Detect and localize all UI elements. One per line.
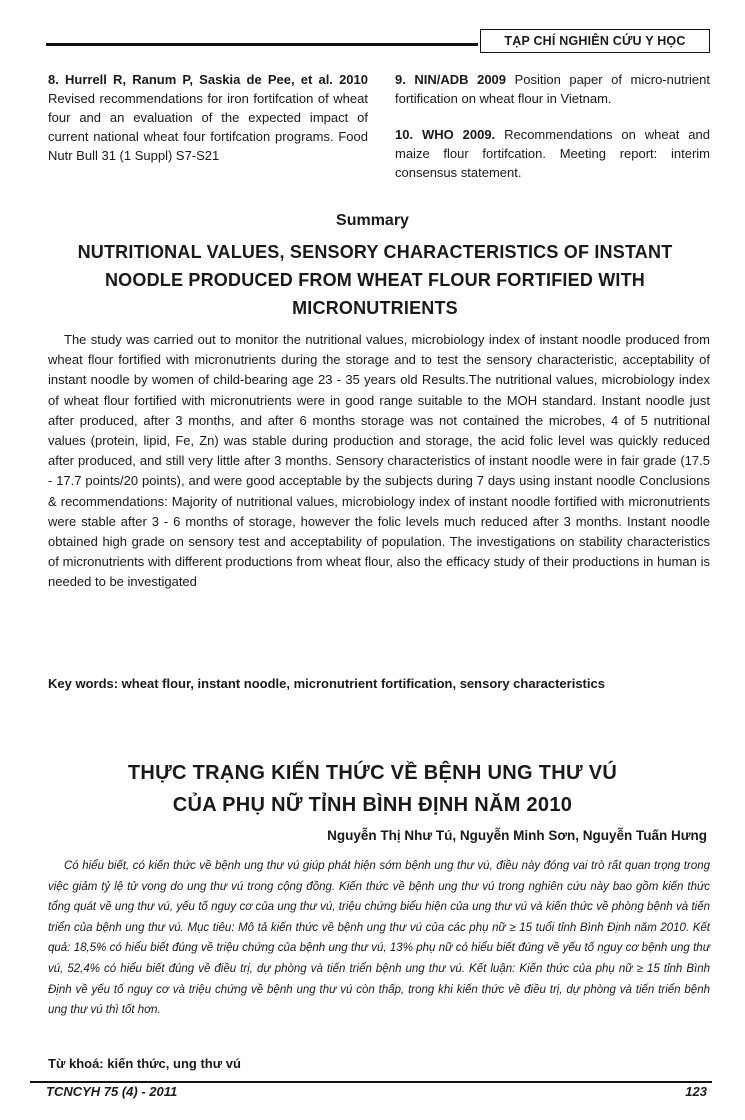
english-keywords: Key words: wheat flour, instant noodle, micronutrient fortification, sensory characteristics xyxy=(48,676,605,691)
header-rule xyxy=(46,43,478,46)
reference-10 xyxy=(395,125,710,182)
vietnamese-abstract: Có hiểu biết, có kiến thức về bệnh ung thư vú giúp phát hiện sớm bệnh ung thư vú, điều này đóng vai trò rất quan trọng trong việc giảm tỷ lệ tử vong do ung thư vú trong cộng đồng. Kiến thức về bệnh ung thư vú trong nghiên cứu này bao gồm kiến thức tổng quát về ung thư vú, yếu tố nguy cơ của ung thư vú, triệu chứng biểu hiện của ung thư vú và kiến thức về phòng bệnh và tiến triển của bệnh ung thư vú. Mục tiêu: Mô tả kiến thức về bệnh ung thư vú của các phụ nữ ≥ 15 tuổi tỉnh Bình Định năm 2010. Kết quả: 18,5% có hiểu biết đúng về triệu chứng của bệnh ung thư vú, 13% phụ nữ có hiểu biết đúng về yếu tố nguy cơ bệnh ung thư vú, 52,4% có hiểu biết đúng về điều trị, dự phòng và tiến triển bệnh ung thư vú. Kết luận: Kiến thức của phụ nữ ≥ 15 tỉnh Bình Định về yếu tố nguy cơ và triệu chứng về bệnh ung thư vú còn thấp, trong khi kiến thức về điều trị, dự phòng và tiến triển bệnh ung thư vú thì tốt hơn. xyxy=(48,860,710,1017)
title-line-2: CỦA PHỤ NỮ TỈNH BÌNH ĐỊNH NĂM 2010 xyxy=(172,794,573,816)
article-authors: Nguyễn Thị Như Tú, Nguyễn Minh Sơn, Nguyễn Tuấn Hưng xyxy=(327,828,707,843)
vietnamese-article-title xyxy=(40,757,705,821)
english-abstract: The study was carried out to monitor the nutritional values, microbiology index of instant noodle produced from wheat flour fortified with micronutrients during the storage and to test the sensory characteristic, acceptability of instant noodle by women of child-bearing age 23 - 35 years old Results.The nutritional values, microbiology index of wheat flour fortified with micronutrients were in good range suitable to the MOH standard. Instant noodle just after produced, after 3 months, and after 6 months storage was not contained the microbes, 4 of 5 nutritional values (protein, lipid, Fe, Zn) was stable during production and storage, the acid folic level was quickly reduced after produced, and still very little after 3 months. Sensory characteristics of instant noodle were in fair grade (17.5 - 17.7 points/20 points), and were good acceptable by the subjects during 7 days using instant noodle Conclusions & recommendations: Majority of nutritional values, microbiology index of instant noodle fortified with micronutrients were stable after 3 - 6 months of storage, however the folic levels much reduced after 3 months. Instant noodle obtained high grade on sensory test and acceptability of population. The investigations on stability characteristics of micronutrients with different productions from wheat flour, also the efficacy study of their productions in human is needed to be investigated xyxy=(48,332,710,590)
reference-text: Revised recommendations for iron fortifcation of wheat four and an evaluation of the expected impact of current national wheat four fortifcation programs. Food Nutr Bull 31 (1 Suppl) S7-S21 xyxy=(48,91,368,163)
summary-heading: Summary xyxy=(336,212,409,229)
title-line-1: THỰC TRẠNG KIẾN THỨC VỀ BỆNH UNG THƯ VÚ xyxy=(127,762,618,784)
reference-text: Position paper of micro-nutrient fortification on wheat flour in Vietnam. xyxy=(395,72,710,106)
journal-name: TẠP CHÍ NGHIÊN CỨU Y HỌC xyxy=(480,29,710,53)
english-article-title: NUTRITIONAL VALUES, SENSORY CHARACTERISTICS OF INSTANT NOODLE PRODUCED FROM WHEAT FLOUR FORTIFIED WITH MICRONUTRIENTS xyxy=(77,242,673,318)
page-number: 123 xyxy=(685,1084,707,1099)
reference-authors: 9. NIN/ADB 2009 xyxy=(395,72,507,87)
reference-9 xyxy=(395,70,710,108)
reference-8 xyxy=(48,70,368,165)
reference-authors: 10. WHO 2009. xyxy=(395,127,496,142)
journal-issue: TCNCYH 75 (4) - 2011 xyxy=(46,1084,178,1099)
vietnamese-keywords: Từ khoá: kiến thức, ung thư vú xyxy=(48,1056,241,1071)
reference-authors: 8. Hurrell R, Ranum P, Saskia de Pee, et al. 2010 xyxy=(48,72,368,87)
reference-text: Recommendations on wheat and maize flour fortifcation. Meeting report: interim consensus statement. xyxy=(395,127,710,180)
footer-rule xyxy=(30,1081,712,1083)
